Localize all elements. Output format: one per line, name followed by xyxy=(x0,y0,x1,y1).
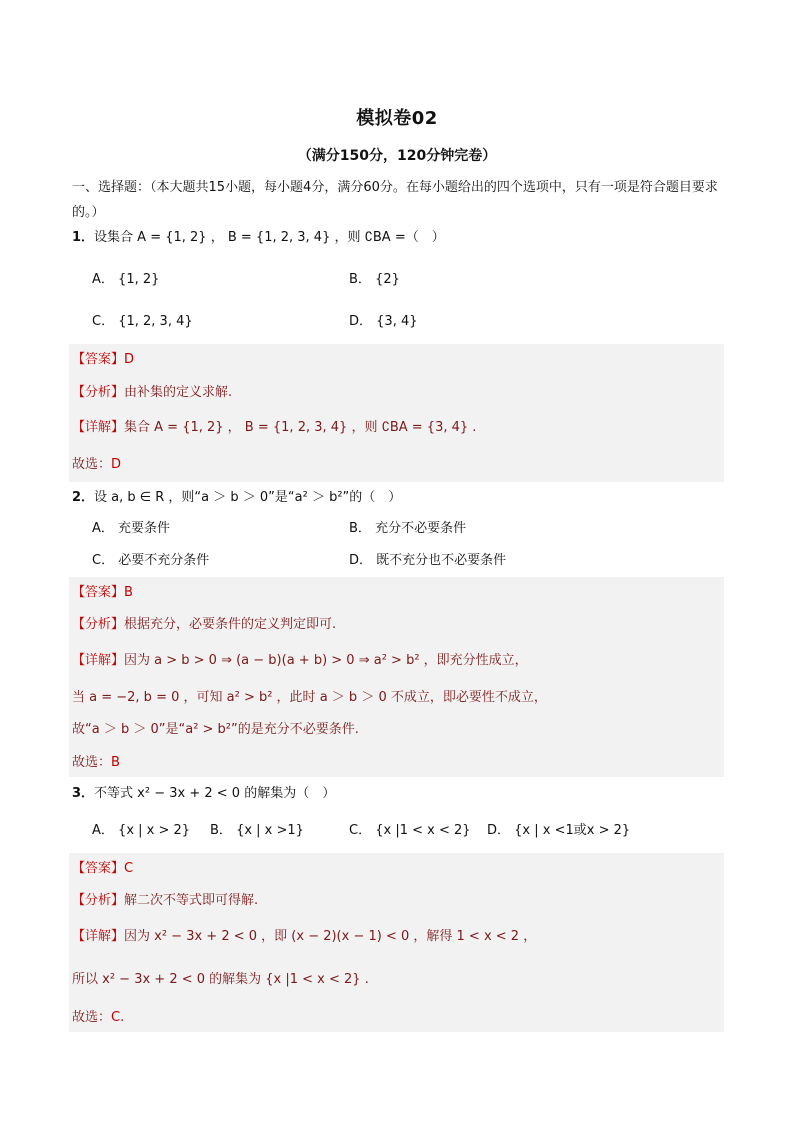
detail-text: 因为 x² − 3x + 2 < 0 ，即 (x − 2)(x − 1) < 0 ，解得 1 < x < 2 ， xyxy=(124,929,537,944)
question-3-option-c xyxy=(349,821,471,841)
answer-value: C xyxy=(124,861,134,876)
detail-text: 故“a ＞ b ＞ 0”是“a² > b²”的是充分不必要条件. xyxy=(72,722,359,737)
detail-line-2 xyxy=(72,688,547,708)
analysis-tag: 【分析】 xyxy=(72,893,125,908)
choose-label: 故选： xyxy=(72,1010,112,1025)
option-letter: B． xyxy=(349,272,371,287)
question-3-option-b xyxy=(210,821,304,841)
question-3-solution xyxy=(69,853,724,1032)
question-3-stem xyxy=(72,784,335,804)
question-3-text: 不等式 x² − 3x + 2 < 0 的解集为（ ） xyxy=(94,786,336,801)
option-text: {x | x >1} xyxy=(236,823,304,838)
detail-tag: 【详解】 xyxy=(72,653,125,668)
detail-text: 因为 a > b > 0 ⇒ (a − b)(a + b) > 0 ⇒ a² > b² ，即充分性成立， xyxy=(124,653,528,668)
question-2-option-a xyxy=(92,519,170,539)
option-letter: A． xyxy=(92,521,114,536)
answer-tag: 【答案】 xyxy=(72,352,125,367)
analysis-line xyxy=(72,891,258,911)
detail-line-3 xyxy=(72,720,359,740)
question-1-option-c xyxy=(92,312,193,332)
detail-line-2 xyxy=(72,970,369,990)
question-2-option-d xyxy=(349,551,506,571)
option-letter: B． xyxy=(349,521,371,536)
option-letter: A． xyxy=(92,823,114,838)
question-2-solution xyxy=(69,577,724,777)
option-text: {3, 4} xyxy=(376,314,418,329)
question-2-text: 设 a, b ∈ R ，则“a ＞ b ＞ 0”是“a² ＞ b²”的（ ） xyxy=(94,490,402,505)
choose-value: C. xyxy=(111,1010,125,1025)
detail-tag: 【详解】 xyxy=(72,929,125,944)
option-letter: D． xyxy=(349,553,373,568)
choose-label: 故选： xyxy=(72,755,112,770)
choose-value: B xyxy=(111,755,120,770)
section-intro: 一、选择题：（本大题共15小题，每小题4分，满分60分。在每小题给出的四个选项中，只有一项是符合题目要求的。） xyxy=(72,180,718,220)
question-1-stem xyxy=(72,228,445,248)
answer-tag: 【答案】 xyxy=(72,861,125,876)
option-text: {x | x > 2} xyxy=(118,823,191,838)
choose-label: 故选： xyxy=(72,457,112,472)
page-title: 模拟卷02 xyxy=(356,108,438,129)
option-letter: B． xyxy=(210,823,232,838)
detail-text: 集合 A = {1, 2} ， B = {1, 2, 3, 4} ，则 ∁BA = {3, 4} . xyxy=(124,420,477,435)
choose-line xyxy=(72,753,120,773)
detail-tag: 【详解】 xyxy=(72,420,125,435)
answer-line xyxy=(72,859,133,879)
option-letter: C． xyxy=(92,314,115,329)
answer-line xyxy=(72,350,134,370)
option-text: {1, 2, 3, 4} xyxy=(118,314,193,329)
analysis-line xyxy=(72,615,336,635)
option-letter: C． xyxy=(349,823,372,838)
question-3-number: 3． xyxy=(72,786,95,801)
answer-tag: 【答案】 xyxy=(72,585,125,600)
analysis-text: 根据充分，必要条件的定义判定即可. xyxy=(124,617,337,632)
answer-value: B xyxy=(124,585,133,600)
option-text: 充分不必要条件 xyxy=(375,521,467,536)
question-3-option-a xyxy=(92,821,190,841)
choose-line xyxy=(72,455,121,475)
analysis-text: 解二次不等式即可得解. xyxy=(124,893,259,908)
question-1-option-b xyxy=(349,270,400,290)
question-1-solution xyxy=(69,344,724,482)
option-letter: C． xyxy=(92,553,115,568)
page-subtitle: （满分150分，120分钟完卷） xyxy=(297,148,497,164)
detail-text: 当 a = −2, b = 0 ，可知 a² > b² ，此时 a ＞ b ＞ 0 不成立，即必要性不成立， xyxy=(72,690,547,705)
option-text: {x | x <1或x > 2} xyxy=(514,823,631,838)
question-2-option-c xyxy=(92,551,209,571)
question-1-text: 设集合 A = {1, 2} ， B = {1, 2, 3, 4} ，则 ∁BA =（ ） xyxy=(94,230,445,245)
option-text: {2} xyxy=(375,272,400,287)
question-1-option-d xyxy=(349,312,418,332)
analysis-tag: 【分析】 xyxy=(72,617,125,632)
option-text: 充要条件 xyxy=(118,521,171,536)
detail-line-1 xyxy=(72,927,536,947)
option-text: 必要不充分条件 xyxy=(118,553,210,568)
detail-line-1 xyxy=(72,651,528,671)
analysis-tag: 【分析】 xyxy=(72,385,125,400)
question-2-stem xyxy=(72,488,401,508)
analysis-line xyxy=(72,383,232,403)
option-text: 既不充分也不必要条件 xyxy=(376,553,507,568)
question-2-number: 2． xyxy=(72,490,95,505)
answer-value: D xyxy=(124,352,135,367)
option-letter: A． xyxy=(92,272,114,287)
answer-line xyxy=(72,583,133,603)
question-1-option-a xyxy=(92,270,159,290)
question-2-option-b xyxy=(349,519,466,539)
option-text: {1, 2} xyxy=(118,272,160,287)
question-3-option-d xyxy=(487,821,630,841)
analysis-text: 由补集的定义求解. xyxy=(124,385,233,400)
question-1-number: 1． xyxy=(72,230,95,245)
option-letter: D． xyxy=(349,314,373,329)
detail-line xyxy=(72,418,476,438)
option-text: {x |1 < x < 2} xyxy=(375,823,471,838)
option-letter: D． xyxy=(487,823,511,838)
choose-line xyxy=(72,1008,124,1028)
choose-value: D xyxy=(111,457,122,472)
detail-text: 所以 x² − 3x + 2 < 0 的解集为 {x |1 < x < 2} . xyxy=(72,972,369,987)
